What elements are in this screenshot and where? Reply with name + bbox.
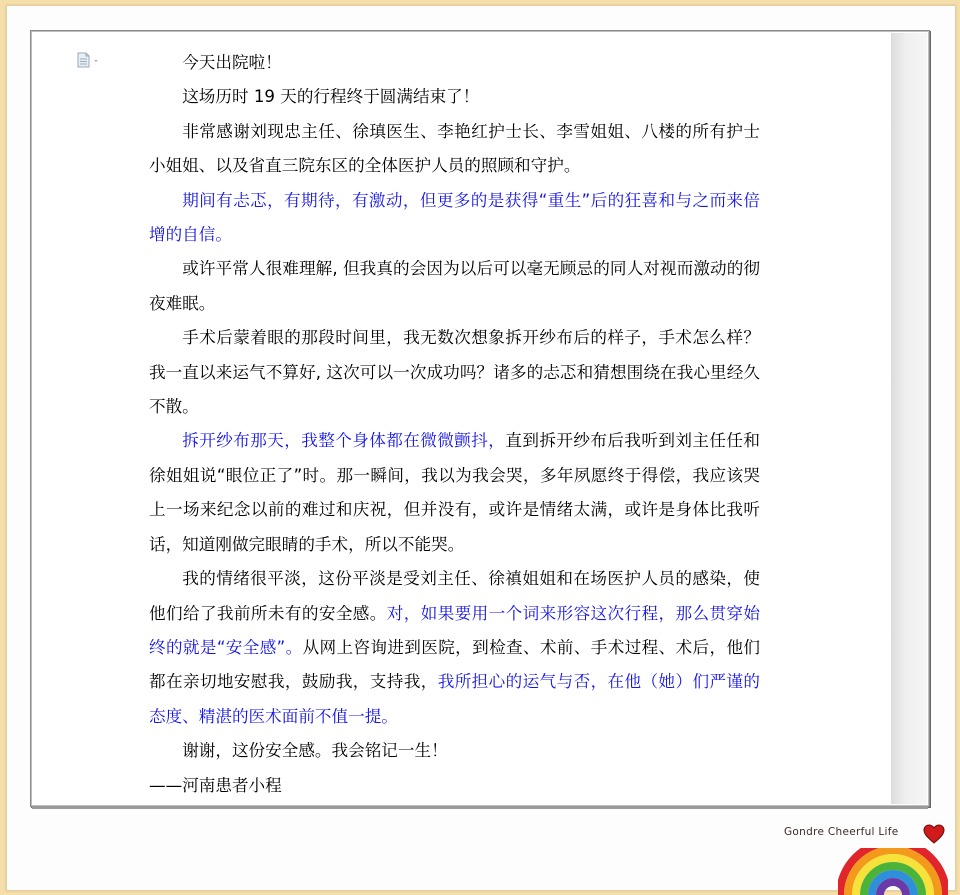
frame-scroll-edge: [891, 33, 927, 804]
signature: ——河南患者小程: [149, 775, 282, 795]
paragraph-4: 期间有忐忑，有期待，有激动，但更多的是获得“重生”后的狂喜和与之而来倍增的自信。: [149, 190, 760, 245]
paragraph-8-highlight-d: 我所担心的运气与否，在他（她）们严谨的态度、精湛的医术面前不值一提。: [149, 672, 761, 726]
paragraph-8-part-a: 我的情绪很平淡，这份平淡是受刘主任、徐禛姐姐和在场医护人员的感染，使他们给了我前所未有的安全感。: [149, 569, 760, 623]
frame-shadow: [32, 806, 928, 809]
paragraph-3: 非常感谢刘现忠主任、徐瑱医生、李艳红护士长、李雪姐姐、八楼的所有护士小姐姐、以及省直三院东区的全体医护人员的照顾和守护。: [149, 121, 760, 176]
heart-icon: [922, 822, 946, 846]
paragraph-6: 手术后蒙着眼的那段时间里，我无数次想象拆开纱布后的样子，手术怎么样？我一直以来运气不算好, 这次可以一次成功吗？诸多的忐忑和猜想围绕在我心里经久不散。: [149, 328, 760, 417]
paragraph-8-part-c: 从网上咨询进到医院，到检查、术前、手术过程、术后，他们都在亲切地安慰我，鼓励我，支持我，: [149, 637, 760, 692]
paragraph-8: [149, 562, 760, 734]
article-body: [149, 46, 760, 803]
rainbow-icon: [838, 848, 948, 895]
paragraph-7-text: 直到拆开纱布后我听到刘主任任和徐姐姐说“眼位正了”时。那一瞬间，我以为我会哭，多年夙愿终于得偿，我应该哭上一场来纪念以前的难过和庆祝，但并没有，或许是情绪太满，或许是身体比我听话，知道刚做完眼睛的手术，所以不能哭。: [149, 431, 760, 554]
paragraph-1: 今天出院啦！: [182, 53, 282, 72]
paragraph-8-highlight-b: 对，如果要用一个词来形容这次行程，那么贯穿始终的就是“安全感”。: [149, 603, 761, 657]
paragraph-5: 或许平常人很难理解, 但我真的会因为以后可以毫无顾忌的同人对视而激动的彻夜难眠。: [149, 259, 760, 313]
brand-logo-text: Gondre Cheerful Life: [784, 826, 899, 838]
document-icon[interactable]: [76, 52, 100, 68]
paragraph-7-highlight: 拆开纱布那天，我整个身体都在微微颤抖，: [182, 431, 506, 451]
paragraph-9: 谢谢，这份安全感。我会铭记一生！: [182, 741, 448, 761]
paragraph-2: 这场历时 19 天的行程终于圆满结束了！: [182, 87, 480, 107]
paragraph-7: [149, 424, 760, 562]
